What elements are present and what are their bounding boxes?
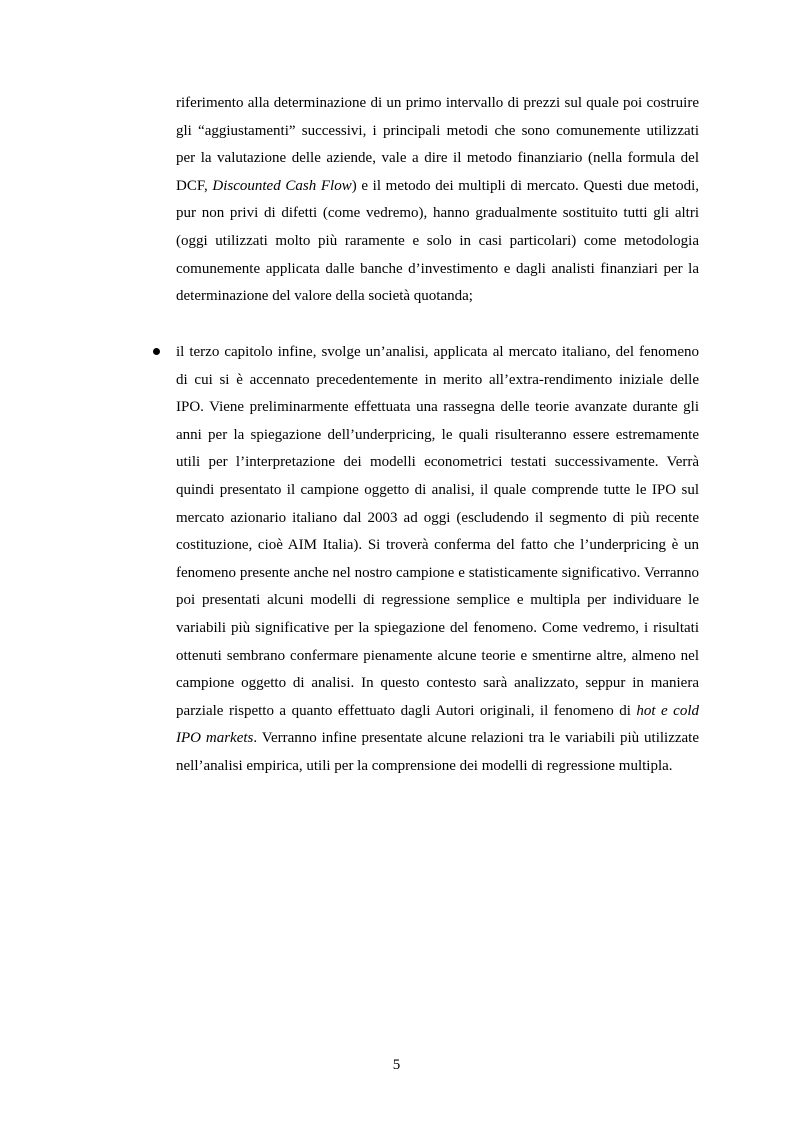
bullet-text: . Verranno infine presentate alcune relazioni tra le variabili più utilizzate nell’analisi empirica, utili per la comprensione dei modelli di regressione multipla.: [176, 730, 699, 774]
bullet-italic-term: hot e cold IPO markets: [176, 702, 699, 747]
page-number: 5: [392, 1057, 401, 1073]
paragraph-text: ) e il metodo dei multipli di mercato. Questi due metodi, pur non privi di difetti (come vedremo), hanno gradualmente sostituito tutti gli altri (oggi utilizzati molto più raramente e solo in casi particolari) come metodologia comunemente applicata dalle banche d’investimento e dagli analisti finanziari per la determinazione del valore della società quotanda;: [176, 177, 700, 305]
bullet-icon: [153, 348, 160, 355]
bullet-item: [176, 339, 699, 781]
paragraph-text: riferimento alla determinazione di un primo intervallo di prezzi sul quale poi costruire gli “aggiustamenti” successivi, i principali metodi che sono comunemente utilizzati per la valutazione delle aziende, vale a dire il metodo finanziario (nella formula del DCF,: [176, 95, 699, 194]
paragraph-italic-term: Discounted Cash Flow: [212, 177, 352, 194]
bullet-text: il terzo capitolo infine, svolge un’analisi, applicata al mercato italiano, del fenomeno di cui si è accennato precedentemente in merito all’extra-rendimento iniziale delle IPO. Viene preliminarmente effettuata una rassegna delle teorie avanzate durante gli anni per la spiegazione dell’underpricing, le quali risulteranno essere estremamente utili per l’interpretazione dei modelli econometrici testati successivamente. Verrà quindi presentato il campione oggetto di analisi, il quale comprende tutte le IPO sul mercato azionario italiano dal 2003 ad oggi (escludendo il segmento di più recente costituzione, cioè AIM Italia). Si troverà conferma del fatto che l’underpricing è un fenomeno presente anche nel nostro campione e statisticamente significativo. Verranno poi presentati alcuni modelli di regressione semplice e multipla per individuare le variabili più significative per la spiegazione del fenomeno. Come vedremo, i risultati ottenuti sembrano confermare pienamente alcune teorie e smentirne altre, almeno nel campione oggetto di analisi. In questo contesto sarà analizzato, seppur in maniera parziale rispetto a quanto effettuato dagli Autori originali, il fenomeno di: [176, 344, 699, 719]
paragraph-continued: [176, 90, 699, 311]
